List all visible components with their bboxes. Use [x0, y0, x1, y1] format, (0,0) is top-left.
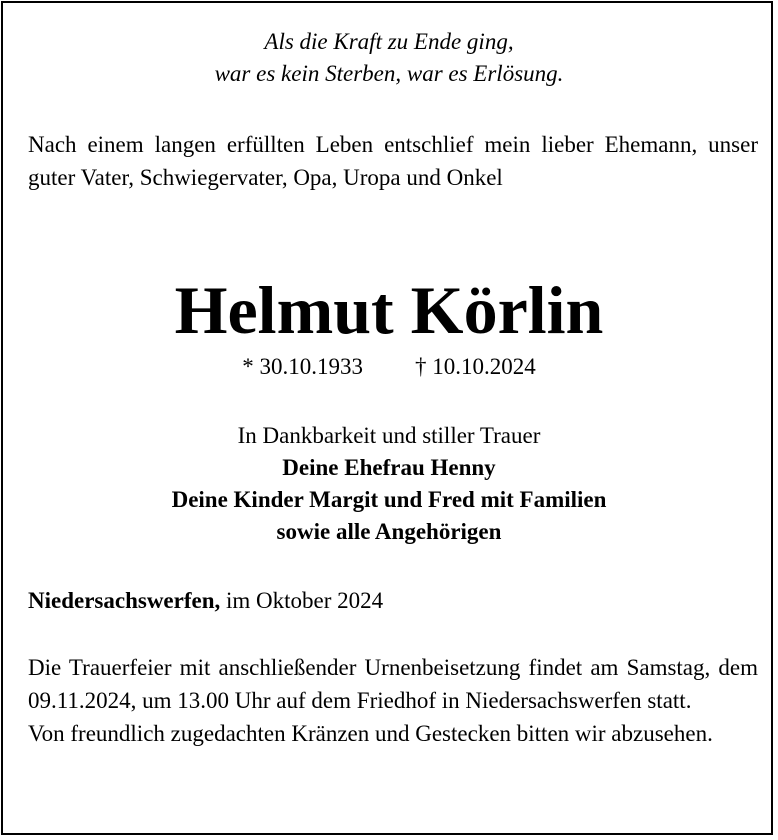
poem — [0, 26, 778, 90]
life-dates — [0, 352, 778, 382]
flowers-text: Von freundlich zugedachten Kränzen und Gestecken bitten wir abzusehen. — [28, 721, 713, 746]
ceremony-text: Die Trauerfeier mit anschließender Urnenbeisetzung findet am Samstag, dem 09.11.2024, um 13.00 Uhr auf dem Friedhof in Niedersachswerfen statt. — [28, 655, 758, 713]
mourner-children: Deine Kinder Margit und Fred mit Familien — [171, 487, 607, 512]
poem-line-2: war es kein Sterben, war es Erlösung. — [214, 61, 564, 86]
mourner-relatives: sowie alle Angehörigen — [276, 519, 502, 544]
place-month: im Oktober 2024 — [220, 588, 384, 613]
poem-line-1: Als die Kraft zu Ende ging, — [264, 29, 514, 54]
mourners-block — [0, 420, 778, 548]
mourners-intro: In Dankbarkeit und stiller Trauer — [237, 423, 541, 448]
deceased-name: Helmut Körlin — [174, 272, 604, 348]
birth-date: * 30.10.1933 — [242, 354, 363, 379]
mourner-wife: Deine Ehefrau Henny — [282, 455, 496, 480]
place-town: Niedersachswerfen, — [28, 588, 221, 613]
death-date: † 10.10.2024 — [415, 354, 536, 379]
place-date — [28, 585, 758, 617]
funeral-info — [28, 651, 758, 750]
intro-text: Nach einem langen erfüllten Leben entschlief mein lieber Ehemann, unser guter Vater, Schwiegervater, Opa, Uropa und Onkel — [28, 132, 758, 190]
